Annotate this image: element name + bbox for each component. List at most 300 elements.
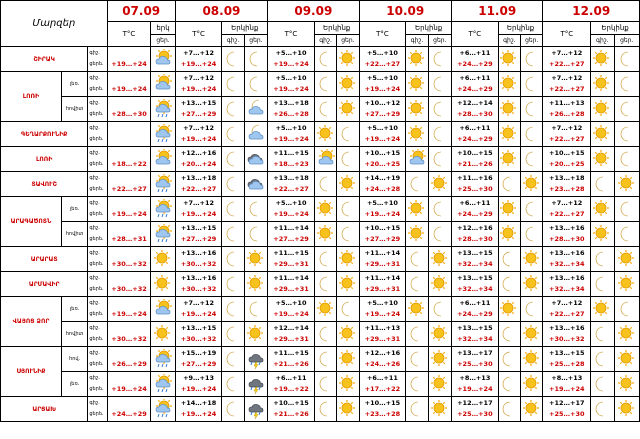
night-temp: +11…+15 (273, 349, 309, 357)
night-temp: +10…+15 (273, 399, 309, 407)
day-label: ցերե. (89, 236, 104, 242)
day-temp: +24…+26 (364, 360, 401, 368)
subregion-name: լեռ. (61, 72, 87, 97)
moon-icon (522, 299, 542, 320)
day-temp: +19…+24 (273, 310, 309, 318)
temp-cell (175, 172, 222, 197)
sun-icon (338, 74, 358, 95)
region-name: ԱՐՑԱԽ (1, 397, 88, 422)
table-row (1, 222, 640, 247)
day-temp: +24…+29 (111, 410, 147, 418)
day-temp: +22…+27 (549, 210, 585, 218)
night-temp: +5…+10 (275, 74, 307, 82)
night-col-header: գիշ. (591, 35, 614, 47)
night-temp: +12…+17 (457, 399, 493, 407)
rain-icon (153, 224, 173, 245)
day-temp: +22…+27 (549, 135, 585, 143)
temp-cell (452, 272, 499, 297)
table-row (1, 272, 640, 297)
sky-icon-cell (406, 247, 428, 272)
sky-icon-cell (314, 147, 336, 172)
day-temp: +21…+26 (273, 360, 309, 368)
temp-cell (543, 72, 591, 97)
night-temp: +13…+15 (457, 249, 493, 257)
day-temp: +25…+28 (549, 360, 585, 368)
night-temp (108, 298, 151, 309)
sky-icon-cell (591, 297, 614, 322)
day-label: ցերե. (89, 186, 104, 192)
sky-icon-cell (614, 347, 639, 372)
sky-icon-cell (337, 47, 359, 72)
table-row (1, 347, 640, 372)
day-temp: +28…+30 (549, 235, 585, 243)
partly-icon (153, 49, 173, 70)
day-temp: +30…+32 (180, 335, 217, 343)
partly-icon (153, 74, 173, 95)
temp-cell (268, 347, 315, 372)
sky-icon-cell (406, 47, 428, 72)
storm-icon (246, 399, 266, 420)
day-temp: +18…+23 (273, 160, 309, 168)
sky-icon-cell (428, 72, 451, 97)
day-temp: +21…+26 (273, 410, 309, 418)
night-temp: +13…+15 (180, 224, 217, 232)
moon-icon (223, 74, 243, 95)
sun-icon (499, 99, 519, 120)
night-temp: +10…+15 (364, 399, 401, 407)
night-temp: +12…+16 (180, 149, 217, 157)
night-day-labels (88, 397, 107, 422)
sky-icon-cell (614, 297, 639, 322)
regions-header: Մարզեր (1, 1, 108, 47)
day-temp: +24…+28 (364, 185, 401, 193)
day-temp: +28…+30 (457, 110, 493, 118)
sky-icon-cell (151, 97, 175, 122)
moon-icon (499, 349, 519, 370)
moon-icon (316, 374, 336, 395)
rain-icon (153, 174, 173, 195)
moon-icon (338, 299, 358, 320)
night-col-header: գիշ. (498, 35, 520, 47)
subregion-name: հովիտ (61, 322, 87, 347)
sky-icon-cell (314, 397, 336, 422)
day-temp: +19…+22 (273, 385, 309, 393)
moon-icon (223, 249, 243, 270)
sun-icon (338, 349, 358, 370)
rain-icon (153, 124, 173, 145)
day-temp: +29…+31 (273, 335, 309, 343)
day-temp: +20…+24 (180, 160, 217, 168)
sky-icon-cell (591, 47, 614, 72)
sky-icon-cell (222, 247, 244, 272)
sky-icon-cell (521, 122, 543, 147)
moon-icon (223, 99, 243, 120)
temp-cell (268, 72, 315, 97)
moon-icon (430, 74, 450, 95)
sun-icon (522, 374, 542, 395)
night-temp (108, 248, 151, 259)
night-label: գիշ. (89, 400, 100, 406)
moon-icon (246, 299, 266, 320)
day-temp: +19…+24 (364, 210, 401, 218)
day-temp: +19…+24 (273, 85, 309, 93)
day-label: ցերե. (89, 286, 104, 292)
day-temp: +19…+24 (180, 135, 217, 143)
sky-icon-cell (591, 197, 614, 222)
day-temp: +19…+24 (111, 85, 147, 93)
night-temp: +11…+14 (273, 224, 309, 232)
sky-icon-cell (151, 172, 175, 197)
sun-icon (153, 249, 173, 270)
sun-icon (338, 174, 358, 195)
night-temp: +8…+13 (459, 374, 491, 382)
sky-icon-cell (591, 247, 614, 272)
sun-icon (338, 49, 358, 70)
night-temp: +7…+12 (551, 74, 583, 82)
night-day-labels (88, 222, 107, 247)
night-temp (108, 348, 151, 359)
sun-icon (430, 324, 450, 345)
sky-icon-cell (244, 322, 267, 347)
day-temp: +26…+29 (111, 360, 147, 368)
moon-icon (430, 299, 450, 320)
moon-icon (223, 299, 243, 320)
rain-icon (153, 99, 173, 120)
day-temp: +32…+34 (457, 260, 493, 268)
night-temp (108, 373, 151, 384)
day-col-header: ցեր. (244, 35, 267, 47)
temp-cell (359, 122, 406, 147)
sun-icon (592, 99, 612, 120)
moon-icon (223, 349, 243, 370)
temp-cell (543, 272, 591, 297)
sky-icon-cell (244, 97, 267, 122)
date-header: 08.09 (175, 1, 267, 22)
day-temp: +29…+31 (364, 285, 401, 293)
sky-icon-cell (521, 72, 543, 97)
night-temp: +8…+13 (551, 374, 583, 382)
sky-icon-cell (222, 272, 244, 297)
sun-icon (338, 99, 358, 120)
moon-icon (499, 324, 519, 345)
sun-icon (499, 124, 519, 145)
moon-icon (522, 74, 542, 95)
sky-icon-cell (591, 372, 614, 397)
night-temp: +12…+14 (457, 99, 493, 107)
rain-icon (153, 374, 173, 395)
sky-icon-cell (222, 197, 244, 222)
day-label: ցերե. (89, 161, 104, 167)
sun-icon (316, 199, 336, 220)
table-row (1, 322, 640, 347)
sky-icon-cell (521, 322, 543, 347)
moon-icon (592, 324, 612, 345)
sky-icon-cell (614, 72, 639, 97)
temp-cell (543, 97, 591, 122)
day-temp: +22…+27 (111, 185, 147, 193)
temp-cell (543, 222, 591, 247)
day-label: ցերե. (89, 211, 104, 217)
sky-icon-cell (521, 222, 543, 247)
temp-cell (359, 372, 406, 397)
temp-cell (268, 197, 315, 222)
sky-icon-cell (498, 347, 520, 372)
night-temp: +12…+17 (549, 399, 585, 407)
night-temp: +11…+14 (364, 249, 401, 257)
sky-icon-cell (591, 147, 614, 172)
moon-icon (316, 324, 336, 345)
sun-icon (430, 399, 450, 420)
sky-icon-cell (244, 297, 267, 322)
subregion-name: հովիտ (61, 97, 87, 122)
day-col-header: ցեր. (151, 35, 175, 47)
sun-icon (522, 174, 542, 195)
sky-icon-cell (314, 197, 336, 222)
night-day-labels (88, 97, 107, 122)
sun-icon (407, 199, 427, 220)
day-temp: +19…+24 (364, 310, 401, 318)
temp-cell (543, 397, 591, 422)
sky-icon-cell (614, 222, 639, 247)
day-temp: +19…+24 (180, 60, 217, 68)
night-label: գիշ. (89, 225, 100, 231)
date-header: 10.09 (359, 1, 451, 22)
moon-icon (223, 324, 243, 345)
sun-icon (316, 224, 336, 245)
temp-cell (543, 47, 591, 72)
sun-icon (407, 299, 427, 320)
table-row (1, 47, 640, 72)
temp-cell (107, 222, 151, 247)
moon-icon (592, 174, 612, 195)
moon-icon (407, 174, 427, 195)
sky-icon-cell (406, 397, 428, 422)
moon-icon (407, 249, 427, 270)
table-row (1, 372, 640, 397)
night-day-labels (88, 347, 107, 372)
sun-icon (617, 324, 637, 345)
sky-icon-cell (337, 347, 359, 372)
day-temp: +22…+27 (273, 185, 309, 193)
night-temp: +6…+11 (275, 374, 307, 382)
day-temp: +19…+24 (457, 385, 493, 393)
night-temp: +6…+11 (459, 124, 491, 132)
sky-icon-cell (614, 197, 639, 222)
day-temp: +25…+30 (457, 410, 493, 418)
temp-cell (175, 322, 222, 347)
day-temp: +19…+24 (273, 60, 309, 68)
sun-icon (338, 324, 358, 345)
day-temp: +28…+31 (111, 235, 147, 243)
sky-icon-cell (244, 197, 267, 222)
temp-col-header: T°C (268, 22, 315, 47)
night-day-labels (88, 272, 107, 297)
day-temp: +23…+28 (549, 185, 585, 193)
temp-cell (268, 247, 315, 272)
day-temp: +29…+31 (273, 260, 309, 268)
sky-icon-cell (151, 122, 175, 147)
temp-cell (359, 322, 406, 347)
temp-cell (175, 397, 222, 422)
sky-icon-cell (244, 72, 267, 97)
temp-cell (268, 297, 315, 322)
night-temp: +6…+11 (459, 49, 491, 57)
sun-icon (246, 274, 266, 295)
night-day-labels (88, 197, 107, 222)
night-day-labels (88, 147, 107, 172)
temp-cell (107, 347, 151, 372)
sky-icon-cell (151, 272, 175, 297)
day-temp: +25…+30 (457, 185, 493, 193)
day-label: ցերե. (89, 361, 104, 367)
sky-icon-cell (521, 47, 543, 72)
day-temp: +32…+34 (457, 335, 493, 343)
sky-icon-cell (151, 247, 175, 272)
sky-icon-cell (521, 172, 543, 197)
temp-cell (175, 222, 222, 247)
night-temp: +13…+16 (549, 249, 585, 257)
sun-icon (617, 349, 637, 370)
subregion-name: լեռ. (61, 297, 87, 322)
moon-icon (223, 124, 243, 145)
night-temp: +13…+16 (180, 249, 217, 257)
moon-icon (316, 99, 336, 120)
night-temp: +7…+12 (183, 199, 215, 207)
day-temp: +27…+29 (180, 110, 217, 118)
moon-icon (223, 274, 243, 295)
moon-icon (338, 124, 358, 145)
sky-icon-cell (337, 247, 359, 272)
moon-icon (499, 399, 519, 420)
day-temp: +22…+27 (364, 60, 401, 68)
night-temp: +7…+12 (551, 199, 583, 207)
sky-icon-cell (591, 72, 614, 97)
moon-icon (522, 199, 542, 220)
day-temp: +24…+29 (457, 210, 493, 218)
table-row (1, 122, 640, 147)
sky-icon-cell (222, 172, 244, 197)
day-temp: +27…+29 (364, 110, 401, 118)
sun-icon (407, 99, 427, 120)
sky-icon-cell (244, 272, 267, 297)
sky-icon-cell (428, 272, 451, 297)
sky-col-header: Երկինք (222, 22, 268, 35)
sky-icon-cell (151, 397, 175, 422)
sky-icon-cell (406, 222, 428, 247)
day-temp: +26…+28 (549, 110, 585, 118)
day-temp: +19…+24 (111, 60, 147, 68)
region-name: ՎԱՅՈՑ ՁՈՐ (1, 297, 62, 347)
day-col-header: ցեր. (614, 35, 639, 47)
moon-icon (316, 174, 336, 195)
night-temp: +5…+10 (275, 199, 307, 207)
cloud-icon (246, 174, 266, 195)
sun-icon (338, 374, 358, 395)
night-temp: +11…+13 (364, 324, 401, 332)
day-temp: +30…+32 (180, 285, 217, 293)
sky-icon-cell (428, 347, 451, 372)
night-temp: +13…+18 (273, 174, 309, 182)
sun-icon (430, 374, 450, 395)
sky-icon-cell (314, 172, 336, 197)
sky-icon-cell (406, 347, 428, 372)
night-temp: +13…+16 (549, 324, 585, 332)
night-temp: +7…+12 (183, 74, 215, 82)
sky-icon-cell (614, 272, 639, 297)
temp-cell (543, 347, 591, 372)
moon-icon (617, 124, 637, 145)
night-temp: +10…+12 (364, 99, 401, 107)
temp-cell (359, 147, 406, 172)
sky-icon-cell (498, 172, 520, 197)
region-name: ՏԱՎՈՒՇ (1, 172, 88, 197)
night-col-header: գիշ. (406, 35, 428, 47)
sky-icon-cell (521, 272, 543, 297)
night-day-labels (88, 372, 107, 397)
sky-icon-cell (314, 272, 336, 297)
night-temp (108, 123, 151, 134)
sky-col-header: երկ (151, 22, 175, 35)
sky-icon-cell (614, 47, 639, 72)
sky-icon-cell (151, 47, 175, 72)
region-name: ԱՐԱԳԱԾՈՏՆ (1, 197, 62, 247)
temp-cell (268, 172, 315, 197)
night-temp (108, 323, 151, 334)
temp-cell (268, 147, 315, 172)
day-label: ցերե. (89, 111, 104, 117)
sky-icon-cell (521, 97, 543, 122)
table-row (1, 247, 640, 272)
sun-icon (592, 224, 612, 245)
date-header: 09.09 (268, 1, 359, 22)
night-temp: +5…+10 (275, 49, 307, 57)
moon-icon (407, 399, 427, 420)
day-temp: +29…+31 (364, 335, 401, 343)
moon-icon (430, 49, 450, 70)
day-temp: +27…+29 (180, 235, 217, 243)
moon-icon (246, 49, 266, 70)
night-label: գիշ. (89, 250, 100, 256)
sky-icon-cell (428, 222, 451, 247)
temp-cell (543, 297, 591, 322)
sky-icon-cell (151, 372, 175, 397)
night-temp: +7…+12 (183, 49, 215, 57)
moon-icon (407, 324, 427, 345)
night-label: գիշ. (89, 75, 100, 81)
sky-icon-cell (244, 122, 267, 147)
sky-icon-cell (521, 347, 543, 372)
sun-icon (617, 249, 637, 270)
temp-cell (452, 147, 499, 172)
night-temp: +14…+19 (364, 174, 401, 182)
day-temp: +29…+31 (364, 260, 401, 268)
sky-icon-cell (337, 72, 359, 97)
sky-icon-cell (406, 122, 428, 147)
sky-icon-cell (314, 72, 336, 97)
temp-cell (107, 197, 151, 222)
sky-icon-cell (498, 47, 520, 72)
sky-icon-cell (428, 397, 451, 422)
temp-cell (543, 147, 591, 172)
temp-cell (452, 397, 499, 422)
moon-icon (338, 224, 358, 245)
moon-icon (430, 149, 450, 170)
night-temp (108, 173, 151, 184)
night-day-labels (88, 172, 107, 197)
temp-cell (543, 322, 591, 347)
night-temp: +5…+10 (275, 124, 307, 132)
sky-icon-cell (337, 147, 359, 172)
